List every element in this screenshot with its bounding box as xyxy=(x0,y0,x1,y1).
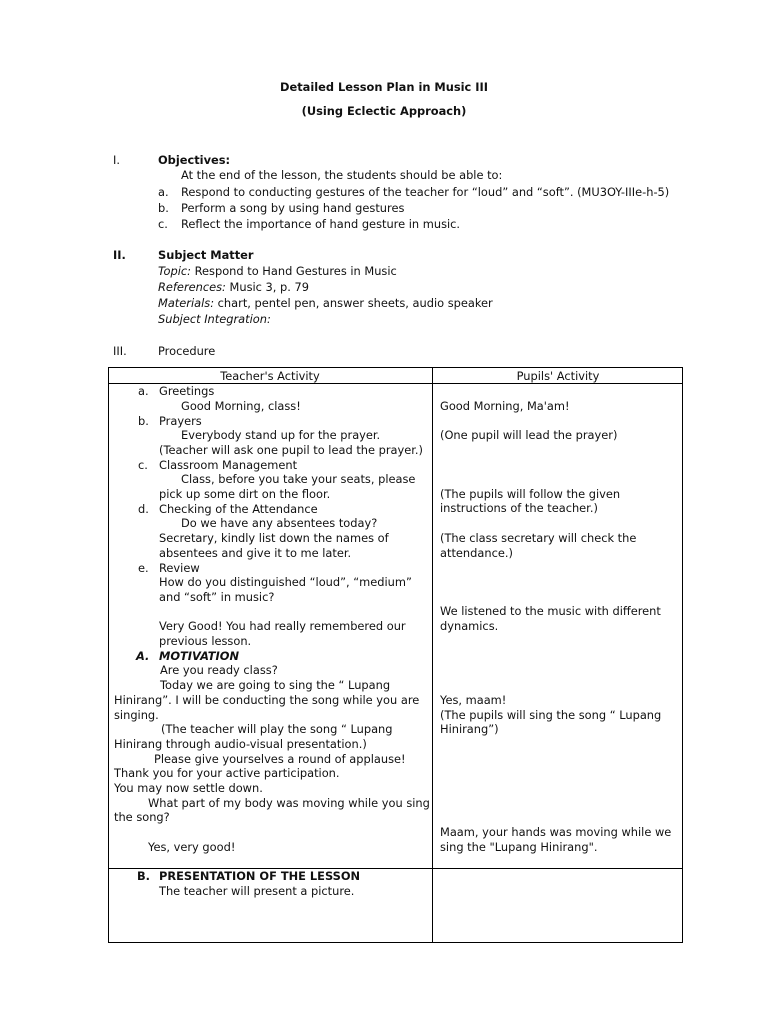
list-letter: e. xyxy=(138,561,149,575)
pupil-line: instructions of the teacher.) xyxy=(440,501,598,515)
teacher-activity-header: Teacher's Activity xyxy=(220,369,320,383)
pupil-line: Yes, maam! xyxy=(440,693,507,707)
pupil-line: dynamics. xyxy=(440,619,499,633)
teacher-line: pick up some dirt on the floor. xyxy=(159,487,331,501)
materials-line xyxy=(158,296,493,311)
teacher-line: Do we have any absentees today? xyxy=(181,516,378,530)
objective-item: Respond to conducting gestures of the teacher for “loud” and “soft”. (MU3OY-IIIe-h-5) xyxy=(181,185,670,199)
teacher-line: Secretary, kindly list down the names of xyxy=(159,531,389,545)
objective-letter: b. xyxy=(158,201,169,215)
pupil-line: Good Morning, Ma'am! xyxy=(440,399,570,413)
teacher-line: Yes, very good! xyxy=(148,840,236,854)
pupil-line: (One pupil will lead the prayer) xyxy=(440,428,618,442)
materials-value: chart, pentel pen, answer sheets, audio speaker xyxy=(214,296,493,310)
pupil-line: Hinirang”) xyxy=(440,722,499,736)
teacher-line: absentees and give it to me later. xyxy=(159,546,352,560)
teacher-line: Classroom Management xyxy=(159,458,298,472)
teacher-line: How do you distinguished “loud”, “medium” xyxy=(159,575,412,589)
document-subtitle: (Using Eclectic Approach) xyxy=(301,104,467,118)
motivation-heading: MOTIVATION xyxy=(159,649,240,663)
teacher-line: previous lesson. xyxy=(159,634,252,648)
list-letter: c. xyxy=(138,458,148,472)
subject-matter-heading: Subject Matter xyxy=(158,248,254,262)
teacher-line: (Teacher will ask one pupil to lead the prayer.) xyxy=(159,443,423,457)
teacher-line: (The teacher will play the song “ Lupang xyxy=(161,722,393,736)
teacher-line: Greetings xyxy=(159,384,215,398)
teacher-line: Very Good! You had really remembered our xyxy=(159,619,406,633)
objectives-intro: At the end of the lesson, the students should be able to: xyxy=(181,168,503,182)
section-number-procedure: III. xyxy=(113,344,127,358)
teacher-line: Please give yourselves a round of applause! xyxy=(154,752,406,766)
pupil-line: (The pupils will follow the given xyxy=(440,487,621,501)
section-number-objectives: I. xyxy=(113,153,120,167)
pupil-line: attendance.) xyxy=(440,546,513,560)
teacher-line: Today we are going to sing the “ Lupang xyxy=(160,678,391,692)
list-letter: d. xyxy=(138,502,149,516)
topic-value: Respond to Hand Gestures in Music xyxy=(191,264,397,278)
references-label: References: xyxy=(158,280,226,294)
teacher-line: Class, before you take your seats, please xyxy=(181,472,416,486)
pupil-line: sing the "Lupang Hinirang". xyxy=(440,840,598,854)
references-value: Music 3, p. 79 xyxy=(225,280,310,294)
pupil-line: We listened to the music with different xyxy=(440,604,661,618)
teacher-line: Thank you for your active participation. xyxy=(114,766,340,780)
teacher-line: Hinirang through audio-visual presentation.) xyxy=(114,737,367,751)
teacher-line: Review xyxy=(159,561,200,575)
teacher-line: and “soft” in music? xyxy=(159,590,275,604)
subject-integration-label: Subject Integration: xyxy=(158,312,271,326)
teacher-line: Prayers xyxy=(159,414,202,428)
list-letter: A. xyxy=(136,649,150,663)
teacher-line: Checking of the Attendance xyxy=(159,502,318,516)
presentation-heading: PRESENTATION OF THE LESSON xyxy=(159,869,361,883)
document-title: Detailed Lesson Plan in Music III xyxy=(280,80,488,94)
table-column-divider xyxy=(432,367,433,943)
references-line xyxy=(158,280,309,295)
section-number-subject-matter: II. xyxy=(113,248,126,262)
topic-label: Topic: xyxy=(158,264,192,278)
objective-item: Reflect the importance of hand gesture in music. xyxy=(181,217,461,231)
list-letter: b. xyxy=(138,414,149,428)
teacher-line: Good Morning, class! xyxy=(181,399,301,413)
procedure-heading: Procedure xyxy=(158,344,216,358)
objective-letter: c. xyxy=(158,217,168,231)
pupil-line: (The class secretary will check the xyxy=(440,531,637,545)
teacher-line: You may now settle down. xyxy=(114,781,263,795)
teacher-line: Hinirang”. I will be conducting the song while you are xyxy=(114,693,420,707)
teacher-line: The teacher will present a picture. xyxy=(159,884,355,898)
teacher-line: the song? xyxy=(114,810,170,824)
teacher-line: Everybody stand up for the prayer. xyxy=(181,428,381,442)
pupil-line: (The pupils will sing the song “ Lupang xyxy=(440,708,662,722)
objective-item: Perform a song by using hand gestures xyxy=(181,201,405,215)
pupils-activity-header: Pupils' Activity xyxy=(516,369,600,383)
teacher-line: Are you ready class? xyxy=(160,663,278,677)
topic-line xyxy=(158,264,397,279)
teacher-line: What part of my body was moving while you sing xyxy=(148,796,430,810)
teacher-line: singing. xyxy=(114,708,159,722)
list-letter: B. xyxy=(137,869,151,883)
objectives-heading: Objectives: xyxy=(158,153,231,167)
list-letter: a. xyxy=(138,384,149,398)
objective-letter: a. xyxy=(158,185,169,199)
pupil-line: Maam, your hands was moving while we xyxy=(440,825,672,839)
materials-label: Materials: xyxy=(158,296,215,310)
